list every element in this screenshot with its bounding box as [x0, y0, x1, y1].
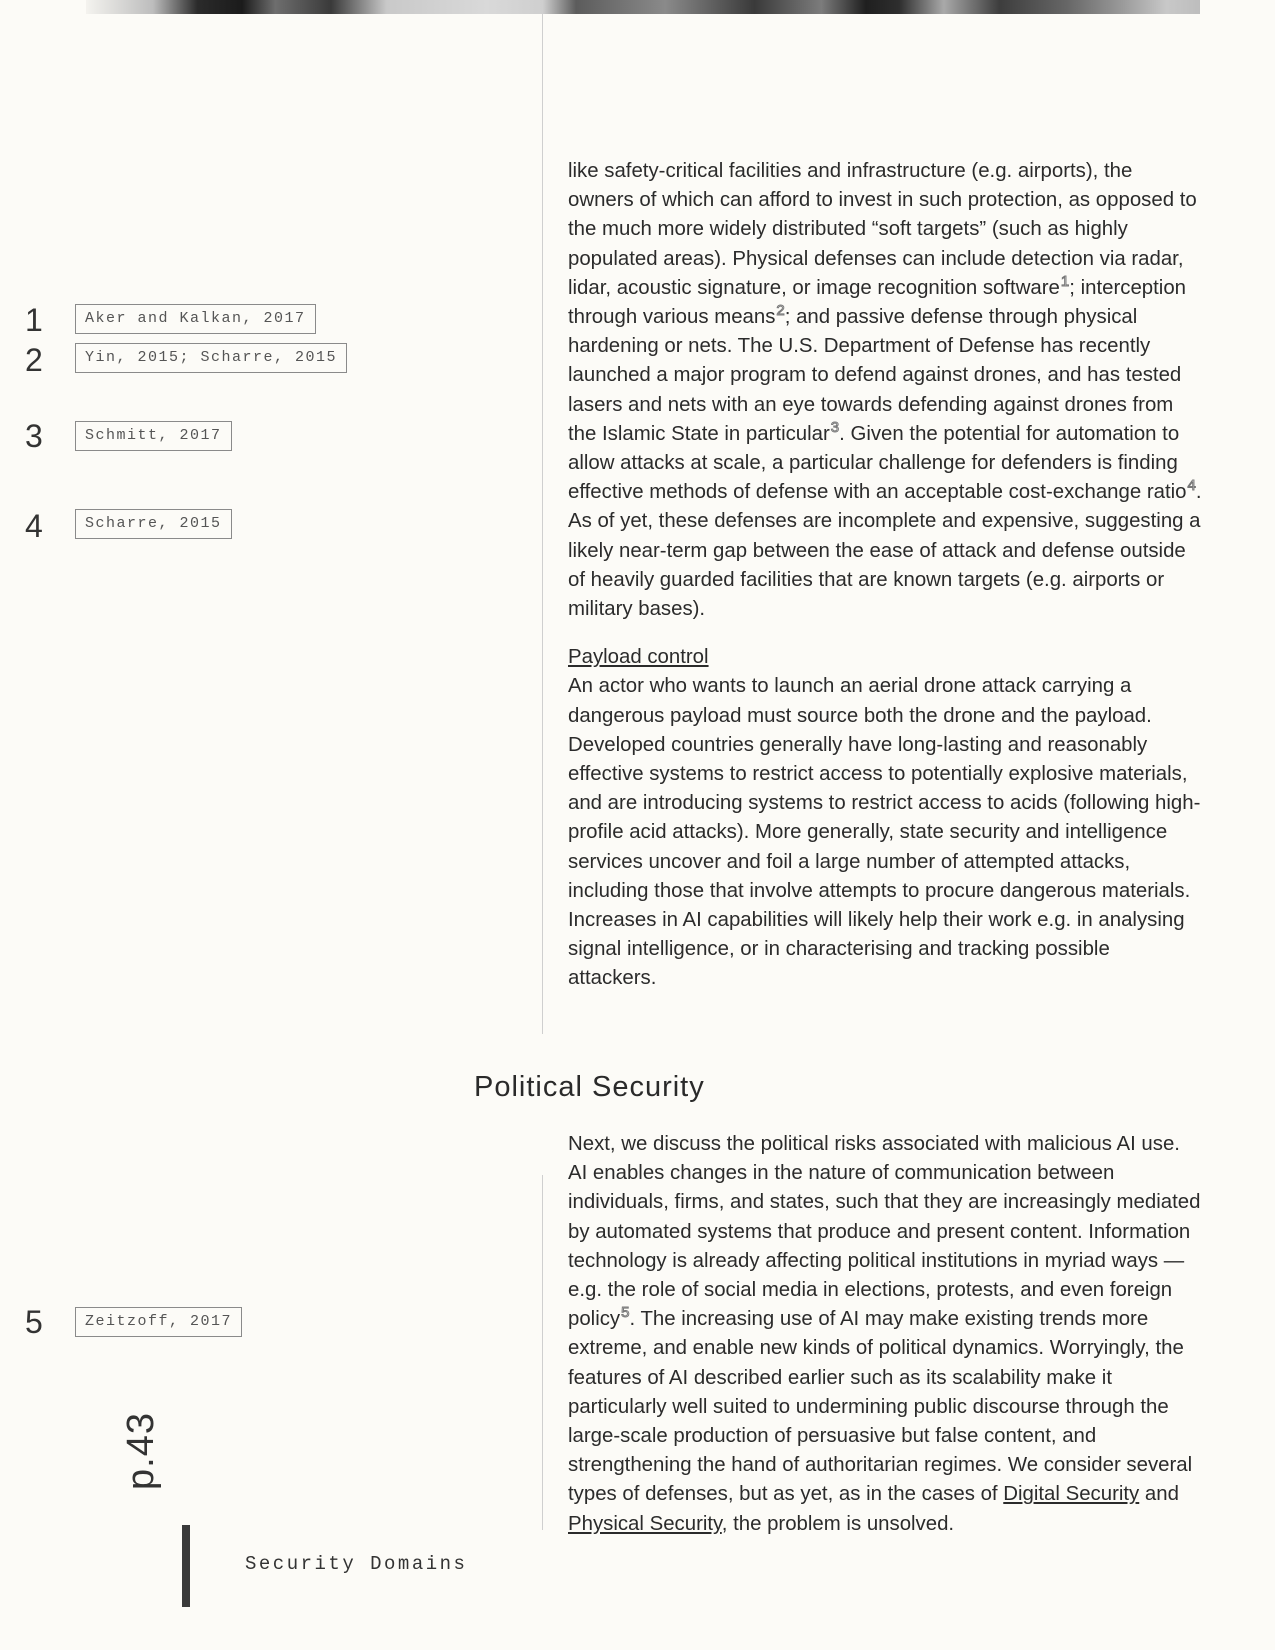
text-segment: ; interception through various means: [568, 276, 1186, 329]
note-citation-4: Scharre, 2015: [75, 509, 232, 539]
column-divider-bottom: [542, 1175, 543, 1530]
footnote-marker-4[interactable]: 4: [1187, 477, 1196, 495]
note-number-2: 2: [25, 342, 43, 378]
text-segment: , the problem is unsolved.: [721, 1512, 955, 1535]
physical-security-link[interactable]: Physical Security: [568, 1512, 722, 1535]
paragraph-physical-defenses: [568, 157, 1203, 624]
paragraph-political-security: [568, 1130, 1203, 1539]
footer-section-label: Security Domains: [245, 1553, 468, 1575]
section-title: Political Security: [474, 1071, 705, 1103]
main-text-column: [568, 157, 1203, 994]
footnote-marker-1[interactable]: 1: [1060, 273, 1070, 291]
text-segment: ; and passive defense through physical hardening or nets. The U.S. Department of Defense has recently launched a major program to defend against drones, and has tested lasers and nets with an eye towards defending against drones from the Islamic State in particular: [568, 306, 1182, 445]
note-number-4: 4: [25, 508, 43, 544]
note-number-1: 1: [25, 302, 43, 338]
political-security-text: [568, 1130, 1203, 1539]
note-citation-2: Yin, 2015; Scharre, 2015: [75, 343, 347, 373]
note-number-3: 3: [25, 418, 43, 454]
footer-bar: [182, 1525, 190, 1607]
text-segment: like safety-critical facilities and infrastructure (e.g. airports), the owners of which can afford to invest in such protection, as opposed to the much more widely distributed “soft targets” (such as highly populated areas). Physical defenses can include detection via radar, lidar, acoustic signature, or image recognition software: [568, 160, 1197, 299]
page-number: p.43: [120, 1412, 162, 1490]
footnote-marker-2[interactable]: 2: [776, 302, 785, 320]
digital-security-link[interactable]: Digital Security: [1003, 1483, 1140, 1506]
text-segment: An actor who wants to launch an aerial drone attack carrying a dangerous payload must source both the drone and the payload. Developed countries generally have long-lasting and reasonably effective systems to restrict access to potentially explosive materials, and are introducing systems to restrict access to acids (following high-profile acid attacks). More generally, state security and intelligence services uncover and foil a large number of attempted attacks, including those that involve attempts to procure dangerous materials. Increases in AI capabilities will likely help their work e.g. in analysing signal intelligence, or in characterising and tracking possible attackers.: [568, 675, 1201, 990]
text-segment: . The increasing use of AI may make existing trends more extreme, and enable new kinds of political dynamics. Worryingly, the features of AI described earlier such as its scalability make it particularly well suited to undermining public discourse through the large-scale production of persuasive but false content, and strengthening the hand of authoritarian regimes. We consider several types of defenses, but as yet, as in the cases of: [568, 1308, 1193, 1506]
text-segment: . Given the potential for automation to allow attacks at scale, a particular challenge for defenders is finding effective methods of defense with an acceptable cost-exchange ratio: [568, 422, 1187, 504]
column-divider-top: [542, 14, 543, 1034]
note-citation-1: Aker and Kalkan, 2017: [75, 304, 316, 334]
note-citation-5: Zeitzoff, 2017: [75, 1307, 242, 1337]
note-number-5: 5: [25, 1304, 43, 1340]
top-gradient-bar: [86, 0, 1200, 14]
text-segment: and: [1139, 1483, 1179, 1506]
footnote-marker-5[interactable]: 5: [621, 1304, 630, 1322]
note-citation-3: Schmitt, 2017: [75, 421, 232, 451]
footnote-marker-3[interactable]: 3: [830, 419, 840, 437]
paragraph-payload-control: [568, 643, 1203, 993]
text-segment: Next, we discuss the political risks associated with malicious AI use. AI enables changes in the nature of communication between individuals, firms, and states, such that they are increasingly mediated by automated systems that produce and present content. Information technology is already affecting political institutions in myriad ways — e.g. the role of social media in elections, protests, and even foreign policy: [568, 1133, 1201, 1331]
payload-control-heading: Payload control: [568, 646, 709, 669]
text-segment: . As of yet, these defenses are incomplete and expensive, suggesting a likely near-term gap between the ease of attack and defense outside of heavily guarded facilities that are known targets (e.g. airports or military bases).: [568, 481, 1202, 621]
